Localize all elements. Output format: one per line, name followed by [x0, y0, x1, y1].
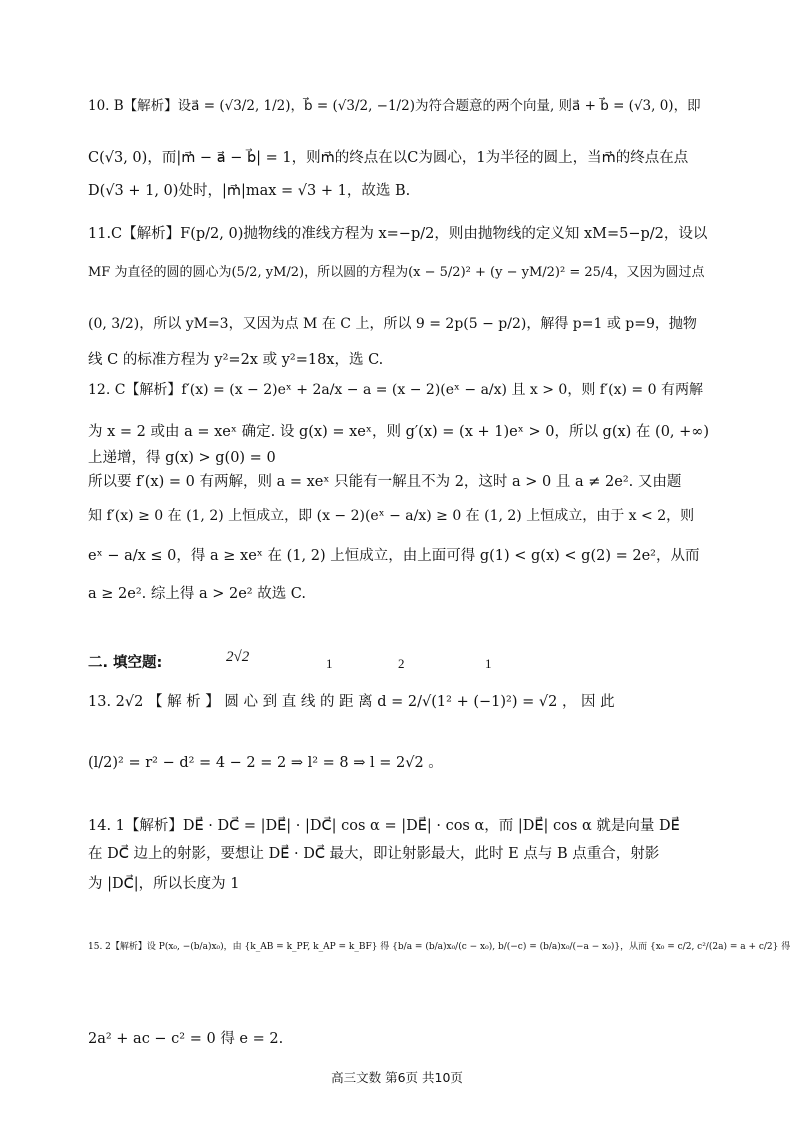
section-2-answer-1: 2√2: [226, 649, 250, 665]
q15-line-1: 15. 2【解析】设 P(x₀, −(b/a)x₀)，由 {k_AB = k_PF, k_AP = k_BF} 得 {b/a = (b/a)x₀/(c − x₀), b/(−c) = (b/a)x₀/(−a − x₀)}，从而 {x₀ = c/2, c²/(2a) = a + c/2} 得: [88, 942, 791, 952]
q12-line-2: 为 x = 2 或由 a = xeˣ 确定. 设 g(x) = xeˣ，则 g′(x) = (x + 1)eˣ > 0，所以 g(x) 在 (0, +∞): [88, 424, 710, 440]
q15-line-2: 2a² + ac − c² = 0 得 e = 2.: [88, 1031, 284, 1047]
q13-line-2: (l/2)² = r² − d² = 4 − 2 = 2 ⇒ l² = 8 ⇒ l = 2√2 。: [88, 755, 443, 771]
q12-line-6: eˣ − a/x ≤ 0，得 a ≥ xeˣ 在 (1, 2) 上恒成立，由上面可得 g(1) < g(x) < g(2) = 2e²，从而: [88, 548, 700, 564]
section-2-answer-2: 1: [326, 656, 333, 671]
section-2-title: 二. 填空题:: [88, 655, 163, 671]
q12-line-7: a ≥ 2e². 综上得 a > 2e² 故选 C.: [88, 586, 306, 602]
q13-line-1: 13. 2√2 【 解 析 】 圆 心 到 直 线 的 距 离 d = 2/√(1² + (−1)²) = √2 ， 因 此: [88, 694, 615, 710]
q10-line-1: 10. B【解析】设a⃗ = (√3/2, 1/2)，b⃗ = (√3/2, −1/2)为符合题意的两个向量, 则a⃗ + b⃗ = (√3, 0)，即: [88, 98, 701, 114]
q12-line-4: 所以要 f′(x) = 0 有两解，则 a = xeˣ 只能有一解且不为 2，这时 a > 0 且 a ≠ 2e². 又由题: [88, 474, 682, 490]
q11-line-2: MF 为直径的圆的圆心为(5/2, yM/2)，所以圆的方程为(x − 5/2)² + (y − yM/2)² = 25/4，又因为圆过点: [88, 265, 705, 280]
q14-line-1: 14. 1【解析】DE⃗ · DC⃗ = |DE⃗| · |DC⃗| cos α = |DE⃗| · cos α，而 |DE⃗| cos α 就是向量 DE⃗: [88, 818, 680, 834]
section-2-answer-3: 2: [398, 656, 405, 671]
q12-line-3: 上递增，得 g(x) > g(0) = 0: [88, 450, 276, 466]
q12-line-1: 12. C【解析】f′(x) = (x − 2)eˣ + 2a/x − a = (x − 2)(eˣ − a/x) 且 x > 0，则 f′(x) = 0 有两解: [88, 382, 703, 398]
q12-line-5: 知 f′(x) ≥ 0 在 (1, 2) 上恒成立，即 (x − 2)(eˣ − a/x) ≥ 0 在 (1, 2) 上恒成立，由于 x < 2，则: [88, 508, 695, 524]
q10-line-3: D(√3 + 1, 0)处时，|m⃗|max = √3 + 1，故选 B.: [88, 183, 411, 199]
q11-line-4: 线 C 的标准方程为 y²=2x 或 y²=18x，选 C.: [88, 352, 384, 368]
q11-line-3: (0, 3/2)，所以 yM=3，又因为点 M 在 C 上，所以 9 = 2p(5 − p/2)，解得 p=1 或 p=9，抛物: [88, 316, 697, 332]
q11-line-1: 11.C【解析】F(p/2, 0)抛物线的准线方程为 x=−p/2，则由抛物线的定义知 xM=5−p/2，设以: [88, 226, 708, 242]
q14-line-3: 为 |DC⃗|，所以长度为 1: [88, 876, 240, 892]
page-footer: 高三文数 第6页 共10页: [331, 1070, 463, 1085]
q10-line-2: C(√3, 0)，而|m⃗ − a⃗ − b⃗| = 1，则m⃗的终点在以C为圆心，1为半径的圆上，当m⃗的终点在点: [88, 150, 689, 166]
section-2-answer-4: 1: [485, 656, 492, 671]
q14-line-2: 在 DC⃗ 边上的射影，要想让 DE⃗ · DC⃗ 最大，即让射影最大，此时 E 点与 B 点重合，射影: [88, 846, 660, 862]
